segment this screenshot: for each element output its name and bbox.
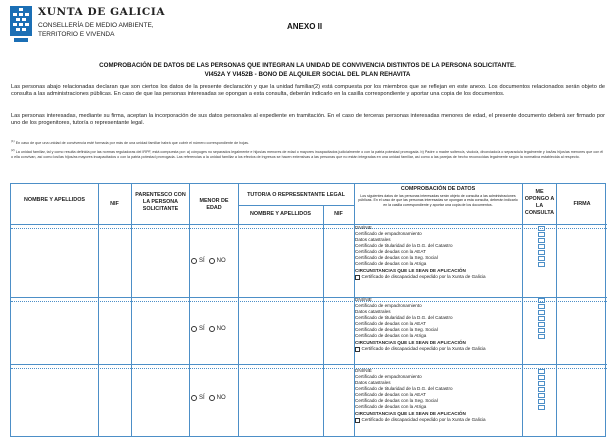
department [38,22,238,39]
discapacidad-checkbox[interactable] [355,347,360,352]
checks-block-3 [355,368,535,423]
radio-si-label: SÍ [199,258,205,264]
header-tutor-nombre: NOMBRE Y APELLIDOS [249,211,311,217]
oppose-checkbox[interactable] [538,375,545,380]
oppose-checkboxes-3 [538,369,545,411]
header-menor: MENOR DE EDAD [199,198,229,211]
oppose-checkbox[interactable] [538,328,545,333]
document-title-line-2: VI452A Y VI452B - BONO DE ALQUILER SOCIAL DEL PLAN REHAVITA [204,71,411,78]
header-comprobacion: COMPROBACIÓN DE DATOS [400,186,476,192]
check-label: Certificado de deudas con la Atriga [355,333,427,339]
check-label: Certificado de titularidad de la D.G. del Catastro [355,386,453,392]
menor-radio-group-3 [191,395,226,401]
check-label: Certificado de deudas con la AEAT [355,392,426,398]
radio-si-1[interactable] [191,258,197,264]
radio-si-2[interactable] [191,326,197,332]
check-item [355,333,535,339]
circunstancias-text: CIRCUNSTANCIAS QUE LE SEAN DE APLICACIÓN [355,340,466,346]
circunstancias-text: CIRCUNSTANCIAS QUE LE SEAN DE APLICACIÓN [355,411,466,417]
check-label: Certificado de empadronamiento [355,374,422,380]
discapacidad-item [355,417,535,423]
discapacidad-item [355,274,535,280]
discapacidad-label: Certificado de discapacidad expedido por la Xunta de Galicia [361,346,486,352]
oppose-checkbox[interactable] [538,226,545,231]
header-nif: NIF [110,201,119,207]
document-header [8,4,608,56]
check-label: Certificado de deudas con la AEAT [355,321,426,327]
department-line-2: TERRITORIO E VIVENDA [38,30,115,38]
check-label: Certificado de empadronamiento [355,231,422,237]
document-title-line-1: COMPROBACIÓN DE DATOS DE LAS PERSONAS QUE INTEGRAN LA UNIDAD DE CONVIVENCIA DISTINTOS DE LA PERSONA SOLICITANTE. [99,62,516,69]
oppose-checkbox[interactable] [538,250,545,255]
check-label: Certificado de titularidad de la D.G. del Catastro [355,315,453,321]
checks-block-1 [355,225,535,280]
check-label: Certificado de deudas con la Atriga [355,261,427,267]
check-label: DNI/NIE [355,297,372,302]
header-firma: FIRMA [573,201,591,207]
check-label: Certificado de deudas con la Seg. Social [355,398,438,404]
oppose-checkbox[interactable] [538,256,545,261]
discapacidad-checkbox[interactable] [355,275,360,280]
discapacidad-label: Certificado de discapacidad expedido por la Xunta de Galicia [361,417,486,423]
oppose-checkbox[interactable] [538,322,545,327]
header-me-opongo: ME OPONGO A LA CONSULTA [524,189,555,216]
oppose-checkbox[interactable] [538,244,545,249]
check-label: Certificado de deudas con la Seg. Social [355,255,438,261]
brand-name: XUNTA DE GALICIA [38,6,166,18]
check-label: DNI/NIE [355,368,372,373]
radio-no-label: NO [216,258,226,264]
discapacidad-label: Certificado de discapacidad expedido por la Xunta de Galicia [361,274,486,280]
menor-radio-group-1 [191,258,226,264]
oppose-checkbox[interactable] [538,232,545,237]
check-label: Certificado de deudas con la AEAT [355,249,426,255]
radio-no-label: NO [216,326,226,332]
oppose-checkboxes-2 [538,298,545,340]
consent-paragraph: Las personas interesadas, mediante su firma, aceptan la incorporación de sus datos personales al expediente en tramitación. En el caso de terceras personas interesadas menores de edad, el presente documento deberá ser firmado por uno de los progenitores, tutor/a o representante legal. [11,113,605,127]
radio-no-1[interactable] [209,258,215,264]
discapacidad-item [355,346,535,352]
radio-si-label: SÍ [199,395,205,401]
oppose-checkbox[interactable] [538,238,545,243]
department-line-1: CONSELLERÍA DE MEDIO AMBIENTE, [38,22,154,29]
oppose-checkbox[interactable] [538,304,545,309]
radio-si-3[interactable] [191,395,197,401]
check-item [355,261,535,267]
intro-paragraph: Las personas abajo relacionadas declaran que son ciertos los datos de la presente declaración y que la unidad familiar(2) está compuesta por los miembros que se reflejan en este anexo. Los documentos relacionados serán objeto de consulta a las administraciones públicas. En caso de que las personas interesadas se opongan a esta consulta, deberán indicarlo en la casilla correspondiente y aportar una copia de los documentos. [11,84,605,98]
oppose-checkbox[interactable] [538,316,545,321]
header-tutor: TUTOR/A O REPRESENTANTE LEGAL [247,192,345,198]
oppose-checkbox[interactable] [538,298,545,303]
oppose-checkbox[interactable] [538,310,545,315]
check-label: Certificado de empadronamiento [355,303,422,309]
footnote-2: $^{(2)}$ La unidad familiar, tal y como resulta definida por las normas reguladoras del IRPF, está compuesta por: a) cónyuges no separados legalmente e hijos/as menores de edad o mayores incapacitados judicialmente o con la patria potestad prorrogada. b) Padre o madre soltero/a, viudo/a, divorciado/a o separado/a legalmente y los/las hijos/as menores que con él o ella convivan, así como los/las hijos/as mayores incapacitados o con la patria potestad prorrogada. Las referencias a la unidad familiar a los efectos de ingresos se hacen extensivas a las personas que no están integradas en una unidad familiar, así como a las parejas de hecho reconocidas legalmente según la normativa establecida al respecto. [11,148,604,159]
radio-no-2[interactable] [209,326,215,332]
header-comprobacion-note: Los siguientes datos de las personas interesadas serán objeto de consulta a las administraciones públicas. En el caso de que las personas interesadas se opongan a esta consulta, deberán indicarlo en la casilla correspondiente y aportar una copia de los documentos. [358,194,518,207]
oppose-checkbox[interactable] [538,369,545,374]
checks-block-2 [355,297,535,352]
check-item [355,404,535,410]
discapacidad-checkbox[interactable] [355,418,360,423]
check-label: Certificado de titularidad de la D.G. del Catastro [355,243,453,249]
radio-no-label: NO [216,395,226,401]
check-label: DNI/NIE [355,225,372,230]
check-label: Certificado de deudas con la Atriga [355,404,427,410]
oppose-checkbox[interactable] [538,399,545,404]
oppose-checkbox[interactable] [538,381,545,386]
radio-no-3[interactable] [209,395,215,401]
oppose-checkbox[interactable] [538,405,545,410]
oppose-checkbox[interactable] [538,393,545,398]
header-tutor-nif: NIF [334,211,343,217]
annex-label: ANEXO II [287,22,323,31]
check-label: Datos catastrales [355,309,391,315]
oppose-checkboxes-1 [538,226,545,268]
footnote-1: $^{(1)}$ En caso de que una unidad de convivencia esté formada por más de una unidad familiar habrá que cubrir el número correspondiente de hojas. [11,139,249,146]
xunta-logo-icon [8,4,34,44]
circunstancias-text: CIRCUNSTANCIAS QUE LE SEAN DE APLICACIÓN [355,268,466,274]
radio-si-label: SÍ [199,326,205,332]
check-label: Datos catastrales [355,237,391,243]
oppose-checkbox[interactable] [538,334,545,339]
check-label: Datos catastrales [355,380,391,386]
footnote-2-text: La unidad familiar, tal y como resulta definida por las normas reguladoras del IRPF, está compuesta por: a) cónyuges no separados legalmente e hijos/as menores de edad o mayores incapacitados judicialmente o con la patria potestad prorrogada. b) Padre o madre soltero/a, viudo/a, divorciado/a o separado/a legalmente y los/las hijos/as menores que con él o ella convivan, así como los/las hijos/as mayores incapacitados o con la patria potestad prorrogada. Las referencias a la unidad familiar a los efectos de ingresos se hacen extensivas a las personas que no están integradas en una unidad familiar, así como a las parejas de hecho reconocidas legalmente según la normativa establecida al respecto. [11,150,604,159]
header-parentesco: PARENTESCO CON LA PERSONA SOLICITANTE [135,192,186,212]
oppose-checkbox[interactable] [538,387,545,392]
menor-radio-group-2 [191,326,226,332]
header-nombre: NOMBRE Y APELLIDOS [23,197,85,203]
oppose-checkbox[interactable] [538,262,545,267]
footnote-1-text: En caso de que una unidad de convivencia esté formada por más de una unidad familiar habrá que cubrir el número correspondiente de hojas. [15,141,249,146]
check-label: Certificado de deudas con la Seg. Social [355,327,438,333]
